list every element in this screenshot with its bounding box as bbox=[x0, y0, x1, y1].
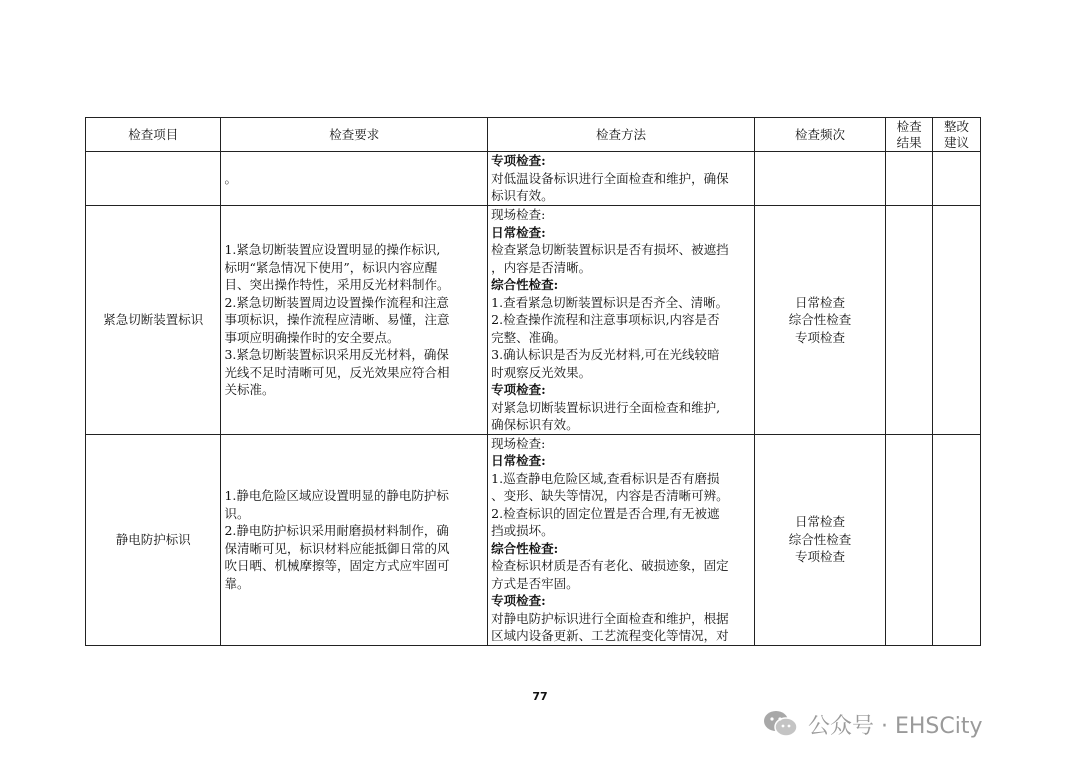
cell-line: 专项检查 bbox=[795, 329, 846, 345]
cell-line: 综合性检查 bbox=[788, 531, 852, 547]
cell-line: 标识有效。 bbox=[491, 188, 554, 204]
cell-line: 事项应明确操作时的安全要点。 bbox=[224, 329, 400, 345]
cell-line: 标明“紧急情况下使用”，标识内容应醒 bbox=[224, 259, 438, 275]
cell-line: 2.检查标识的固定位置是否合理,有无被遮 bbox=[491, 505, 720, 521]
cell-line: 3.紧急切断装置标识采用反光材料，确保 bbox=[224, 347, 449, 362]
page-number: 77 bbox=[532, 690, 548, 703]
wechat-icon bbox=[762, 709, 800, 739]
cell-frequency bbox=[754, 434, 885, 645]
cell-line: 对低温设备标识进行全面检查和维护，确保 bbox=[491, 170, 729, 186]
header-requirements: 检查要求 bbox=[221, 118, 488, 152]
cell-line: 。 bbox=[224, 170, 237, 186]
cell-line: 靠。 bbox=[224, 575, 250, 591]
cell-line: 1.紧急切断装置应设置明显的操作标识, bbox=[224, 242, 441, 257]
cell-line: 光线不足时清晰可见，反光效果应符合相 bbox=[224, 364, 450, 380]
cell-line: 日常检查: bbox=[491, 453, 546, 468]
cell-methods bbox=[488, 206, 755, 435]
cell-requirements bbox=[221, 434, 488, 645]
cell-line: 专项检查: bbox=[491, 153, 546, 169]
cell-line: 2.检查操作流程和注意事项标识,内容是否 bbox=[491, 312, 720, 327]
cell-methods bbox=[488, 434, 755, 645]
cell-line: 3.确认标识是否为反光材料,可在光线较暗 bbox=[491, 347, 720, 362]
table-row bbox=[86, 152, 981, 206]
cell-line: 挡或损坏。 bbox=[491, 523, 554, 538]
cell-frequency bbox=[754, 206, 885, 435]
cell-item: 静电防护标识 bbox=[86, 434, 221, 645]
cell-line: 检查紧急切断装置标识是否有损坏、被遮挡 bbox=[491, 242, 729, 257]
cell-line: 检查标识材质是否有老化、破损迹象，固定 bbox=[491, 558, 729, 573]
cell-methods bbox=[488, 152, 755, 206]
cell-line: 1.巡查静电危险区域,查看标识是否有磨损 bbox=[491, 470, 720, 486]
header-item: 检查项目 bbox=[86, 118, 221, 152]
cell-line: 方式是否牢固。 bbox=[491, 575, 579, 591]
cell-line: 综合性检查: bbox=[491, 277, 559, 292]
cell-line: 现场检查: bbox=[491, 207, 546, 222]
table-row bbox=[86, 434, 981, 645]
inspection-table bbox=[85, 117, 981, 646]
header-frequency: 检查频次 bbox=[754, 118, 885, 152]
cell-line: 现场检查: bbox=[491, 435, 546, 451]
cell-line: 日常检查 bbox=[795, 294, 846, 310]
cell-result bbox=[886, 434, 933, 645]
cell-suggestion bbox=[933, 206, 981, 435]
cell-line: 1.查看紧急切断装置标识是否齐全、清晰。 bbox=[491, 294, 729, 310]
header-result: 检查 结果 bbox=[886, 118, 933, 152]
cell-line: 对紧急切断装置标识进行全面检查和维护, bbox=[491, 399, 721, 415]
cell-line: 2.紧急切断装置周边设置操作流程和注意 bbox=[224, 294, 449, 310]
cell-line: 事项标识，操作流程应清晰、易懂，注意 bbox=[224, 312, 450, 327]
cell-line: 日常检查: bbox=[491, 224, 546, 240]
cell-line: 专项检查: bbox=[491, 593, 546, 608]
cell-line: 综合性检查 bbox=[788, 312, 852, 327]
cell-line: 吹日晒、机械摩擦等，固定方式应牢固可 bbox=[224, 558, 450, 573]
cell-item bbox=[86, 152, 221, 206]
cell-frequency bbox=[754, 152, 885, 206]
header-suggestion: 整改 建议 bbox=[933, 118, 981, 152]
watermark-text: 公众号 · EHSCity bbox=[808, 713, 983, 739]
cell-line: 对静电防护标识进行全面检查和维护，根据 bbox=[491, 610, 729, 626]
cell-line: 2.静电防护标识采用耐磨损材料制作，确 bbox=[224, 523, 449, 538]
cell-requirements bbox=[221, 152, 488, 206]
cell-suggestion bbox=[933, 152, 981, 206]
cell-line: 时观察反光效果。 bbox=[491, 364, 592, 380]
cell-line: 专项检查: bbox=[491, 382, 546, 397]
cell-result bbox=[886, 152, 933, 206]
cell-line: 识。 bbox=[224, 505, 250, 521]
cell-line: 完整、准确。 bbox=[491, 329, 567, 345]
cell-result bbox=[886, 206, 933, 435]
table-row bbox=[86, 206, 981, 435]
cell-requirements bbox=[221, 206, 488, 435]
cell-line: 日常检查 bbox=[795, 514, 846, 530]
cell-line: 目、突出操作特性，采用反光材料制作。 bbox=[224, 277, 450, 292]
cell-line: 确保标识有效。 bbox=[491, 417, 579, 432]
cell-suggestion bbox=[933, 434, 981, 645]
cell-line: 1.静电危险区域应设置明显的静电防护标 bbox=[224, 488, 449, 503]
header-methods: 检查方法 bbox=[488, 118, 755, 152]
watermark bbox=[762, 704, 983, 744]
table-header-row bbox=[86, 118, 981, 152]
cell-line: ，内容是否清晰。 bbox=[491, 259, 592, 275]
cell-line: 区域内设备更新、工艺流程变化等情况，对 bbox=[491, 628, 729, 643]
cell-line: 关标准。 bbox=[224, 382, 275, 397]
cell-line: 专项检查 bbox=[795, 549, 846, 565]
cell-item: 紧急切断装置标识 bbox=[86, 206, 221, 435]
cell-line: 、变形、缺失等情况，内容是否清晰可辨。 bbox=[491, 488, 729, 503]
cell-line: 综合性检查: bbox=[491, 540, 559, 556]
cell-line: 保清晰可见，标识材料应能抵御日常的风 bbox=[224, 540, 450, 556]
